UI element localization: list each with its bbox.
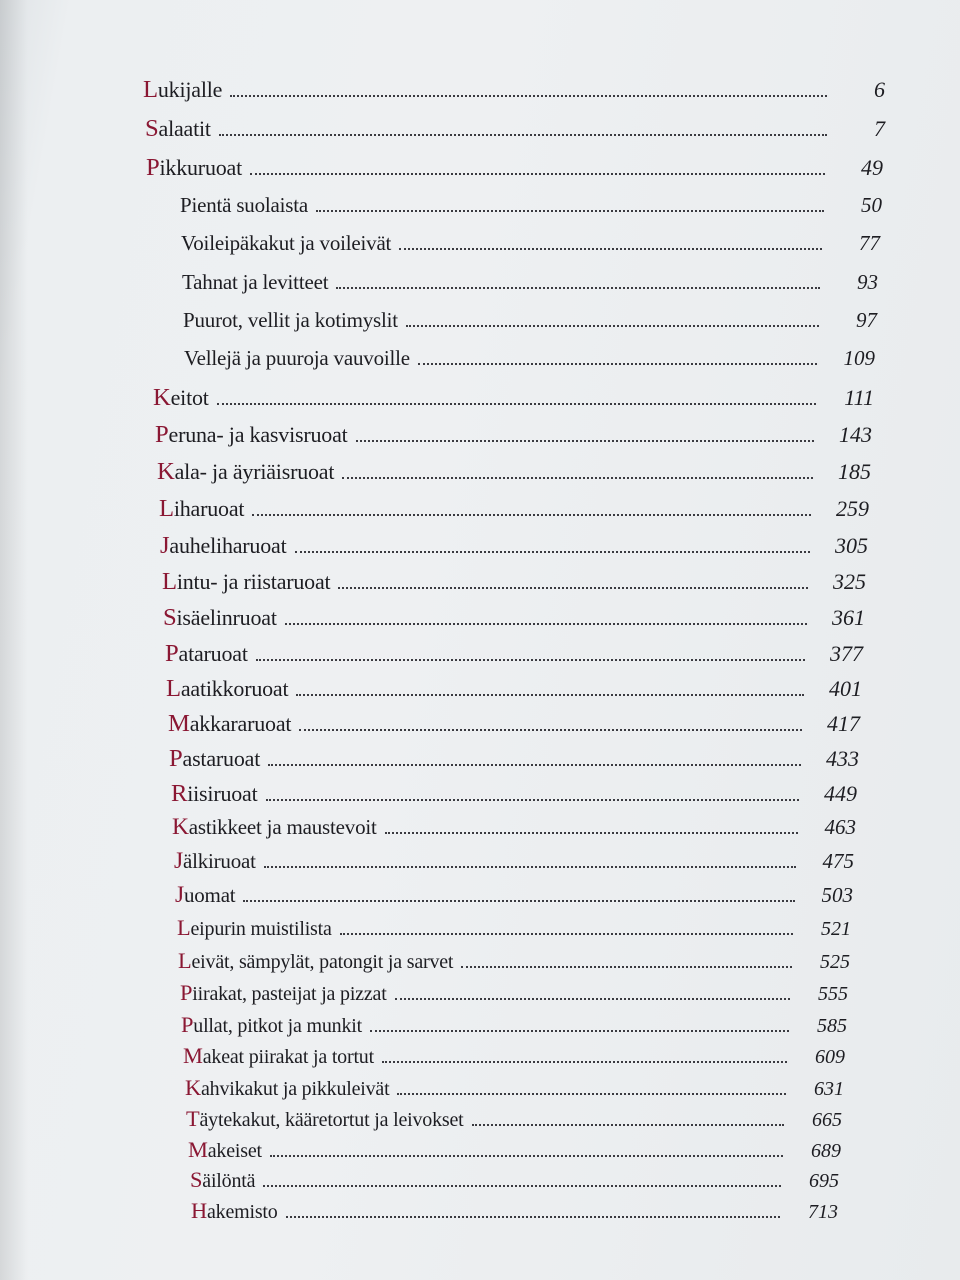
toc-entry-page-number: 525 <box>820 951 850 973</box>
toc-entry-page-number: 665 <box>812 1109 842 1131</box>
toc-entry-page-number: 7 <box>874 116 885 141</box>
toc-entry-title <box>162 568 330 596</box>
dot-leader <box>399 248 822 250</box>
dot-leader <box>285 623 807 625</box>
toc-entry-title <box>163 604 277 632</box>
toc-entry-text: alaatit <box>158 116 211 141</box>
toc-entry <box>186 1106 842 1132</box>
toc-entry-text: äilöntä <box>202 1170 256 1192</box>
toc-entry <box>169 745 859 773</box>
toc-entry-page-number: 433 <box>826 746 859 771</box>
toc-entry-text: ahvikakut ja pikkuleivät <box>200 1078 390 1100</box>
toc-entry-initial: P <box>155 421 169 448</box>
toc-entry <box>175 882 853 909</box>
dot-leader <box>397 1093 786 1095</box>
dot-leader <box>299 729 802 731</box>
toc-entry <box>145 115 885 143</box>
toc-entry-text: Tahnat ja levitteet <box>182 270 329 294</box>
toc-entry-text: isäelinruoat <box>176 605 277 630</box>
toc-entry-page-number: 325 <box>833 569 866 594</box>
toc-entry <box>162 568 866 596</box>
toc-entry-initial: M <box>188 1137 208 1162</box>
toc-entry-title <box>155 421 348 449</box>
toc-entry-initial: T <box>186 1106 200 1131</box>
toc-entry-initial: J <box>174 848 183 874</box>
dot-leader <box>395 998 790 1000</box>
toc-entry-initial: L <box>159 495 174 522</box>
toc-entry <box>178 948 850 974</box>
toc-entry-text: akkararuoat <box>189 711 292 736</box>
toc-entry <box>188 1137 841 1163</box>
toc-entry-title <box>174 848 256 875</box>
dot-leader <box>286 1216 780 1218</box>
toc-entry-text: Voileipäkakut ja voileivät <box>181 231 392 255</box>
toc-entry <box>159 495 869 523</box>
toc-entry-page-number: 417 <box>827 711 860 736</box>
toc-entry <box>157 458 871 486</box>
toc-entry-text: eruna- ja kasvisruoat <box>168 422 348 447</box>
toc-entry-page-number: 185 <box>838 459 871 484</box>
toc-entry <box>181 1012 847 1038</box>
toc-entry <box>163 604 865 632</box>
toc-entry-page-number: 50 <box>861 193 882 217</box>
toc-entry-text: ala- ja äyriäisruoat <box>174 459 335 484</box>
toc-entry <box>182 270 878 295</box>
toc-entry-text: auheliharuoat <box>169 533 287 558</box>
toc-entry <box>191 1198 838 1224</box>
toc-entry-page-number: 449 <box>824 781 857 806</box>
toc-entry-page-number: 77 <box>859 231 880 255</box>
toc-entry-initial: J <box>160 532 170 559</box>
toc-entry-initial: K <box>153 384 171 411</box>
toc-entry-text: ukijalle <box>157 77 223 102</box>
dot-leader <box>296 694 804 696</box>
toc-entry-page-number: 361 <box>832 605 865 630</box>
toc-entry-title <box>172 814 377 841</box>
toc-entry-title <box>169 745 260 773</box>
toc-entry-initial: L <box>162 568 177 595</box>
dot-leader <box>370 1030 789 1032</box>
toc-entry-text: ullat, pitkot ja munkit <box>193 1015 362 1037</box>
toc-entry-text: iisiruoat <box>187 781 258 806</box>
toc-entry-initial: M <box>168 710 190 737</box>
toc-entry-text: eitot <box>170 385 209 410</box>
toc-entry-initial: H <box>191 1198 207 1223</box>
toc-entry-initial: R <box>171 780 188 807</box>
toc-entry-title <box>183 1043 374 1069</box>
toc-entry <box>171 780 857 808</box>
toc-entry <box>180 193 882 218</box>
toc-entry-title <box>191 1198 278 1224</box>
toc-entry <box>168 710 860 738</box>
toc-entry-title <box>178 948 453 974</box>
toc-entry-page-number: 463 <box>824 815 856 839</box>
toc-entry-text: intu- ja riistaruoat <box>176 569 331 594</box>
toc-entry-title <box>160 532 287 560</box>
toc-entry-page-number: 609 <box>815 1046 845 1068</box>
dot-leader <box>406 325 819 327</box>
toc-entry-initial: P <box>181 1012 194 1037</box>
toc-entry <box>183 308 877 333</box>
dot-leader <box>263 1185 781 1187</box>
toc-entry <box>166 675 862 703</box>
toc-entry <box>185 1075 844 1101</box>
dot-leader <box>356 440 814 442</box>
toc-entry-initial: P <box>169 745 183 772</box>
toc-entry-initial: L <box>143 76 158 103</box>
dot-leader <box>230 95 827 97</box>
dot-leader <box>385 832 798 834</box>
toc-entry-page-number: 503 <box>821 883 853 907</box>
toc-entry-page-number: 695 <box>809 1170 839 1192</box>
toc-entry-initial: L <box>177 915 191 940</box>
toc-entry-page-number: 97 <box>856 308 877 332</box>
toc-entry-page-number: 713 <box>808 1201 838 1223</box>
toc-entry-title <box>190 1167 255 1193</box>
toc-entry-initial: K <box>172 814 189 840</box>
toc-entry-page-number: 475 <box>822 849 854 873</box>
toc-entry-text: äytekakut, kääretortut ja leivokset <box>199 1109 464 1131</box>
toc-entry-initial: M <box>183 1043 203 1068</box>
toc-entry-text: eipurin muistilista <box>190 918 332 940</box>
toc-entry-page-number: 111 <box>844 385 874 410</box>
dot-leader <box>256 659 805 661</box>
toc-entry-initial: P <box>146 154 160 181</box>
toc-entry-initial: S <box>163 604 177 631</box>
dot-leader <box>472 1124 785 1126</box>
dot-leader <box>268 764 801 766</box>
dot-leader <box>250 173 825 175</box>
toc-entry-title <box>183 308 398 333</box>
dot-leader <box>219 134 827 136</box>
dot-leader <box>336 287 820 289</box>
toc-entry <box>190 1167 839 1193</box>
dot-leader <box>342 477 813 479</box>
toc-entry-text: Vellejä ja puuroja vauvoille <box>184 346 410 370</box>
toc-entry-text: astikkeet ja maustevoit <box>188 815 377 839</box>
toc-entry-initial: K <box>157 458 175 485</box>
toc-entry-title <box>180 980 387 1006</box>
toc-entry-title <box>146 154 242 182</box>
toc-entry <box>174 848 854 875</box>
toc-entry-text: ikkuruoat <box>159 155 243 180</box>
toc-entry-initial: J <box>175 882 184 908</box>
toc-entry-page-number: 401 <box>829 676 862 701</box>
toc-entry-initial: L <box>178 948 192 973</box>
toc-entry-page-number: 259 <box>836 496 869 521</box>
dot-leader <box>270 1155 783 1157</box>
toc-entry <box>181 231 880 256</box>
toc-entry-text: Puurot, vellit ja kotimyslit <box>183 308 398 332</box>
toc-entry-initial: S <box>145 115 159 142</box>
toc-entry-title <box>181 1012 362 1038</box>
toc-entry <box>153 384 874 412</box>
toc-entry-title <box>188 1137 262 1163</box>
dot-leader <box>264 866 796 868</box>
toc-entry-title <box>181 231 391 256</box>
toc-entry-title <box>180 193 308 218</box>
toc-entry-text: ataruoat <box>178 641 248 666</box>
toc-entry <box>165 640 863 668</box>
toc-entry-title <box>143 76 222 104</box>
toc-entry-title <box>153 384 209 412</box>
toc-entry-title <box>168 710 291 738</box>
toc-entry-page-number: 521 <box>821 918 851 940</box>
dot-leader <box>382 1061 787 1063</box>
toc-entry-title <box>175 882 235 909</box>
toc-entry-text: iharuoat <box>173 496 245 521</box>
toc-entry-initial: S <box>190 1167 203 1192</box>
toc-entry-text: astaruoat <box>182 746 261 771</box>
dot-leader <box>461 966 792 968</box>
toc-entry-page-number: 305 <box>835 533 868 558</box>
toc-entry-page-number: 143 <box>839 422 872 447</box>
dot-leader <box>338 587 808 589</box>
toc-entry <box>177 915 851 941</box>
toc-entry-title <box>171 780 258 808</box>
dot-leader <box>295 551 810 553</box>
toc-entry-title <box>145 115 211 143</box>
toc-entry <box>146 154 883 182</box>
toc-entry-title <box>157 458 334 486</box>
toc-entry-page-number: 377 <box>830 641 863 666</box>
toc-entry-title <box>166 675 288 703</box>
toc-entry-text: eivät, sämpylät, patongit ja sarvet <box>191 951 454 973</box>
toc-entry <box>172 814 856 841</box>
toc-entry <box>160 532 868 560</box>
dot-leader <box>316 210 824 212</box>
toc-entry-text: Pientä suolaista <box>180 193 309 217</box>
dot-leader <box>266 799 799 801</box>
toc-entry-text: iirakat, pasteijat ja pizzat <box>192 983 387 1005</box>
toc-entry-page-number: 93 <box>857 270 878 294</box>
toc-entry-page-number: 585 <box>817 1015 847 1037</box>
toc-entry <box>180 980 848 1006</box>
toc-entry-page-number: 49 <box>861 155 883 180</box>
toc-entry-page-number: 631 <box>814 1078 844 1100</box>
toc-entry-text: uomat <box>183 883 236 907</box>
toc-entry-text: aatikkoruoat <box>180 676 289 701</box>
toc-entry-page-number: 555 <box>818 983 848 1005</box>
toc-entry-page-number: 109 <box>843 346 875 370</box>
toc-entry-text: akeiset <box>207 1140 262 1162</box>
toc-entry-initial: K <box>185 1075 201 1100</box>
toc-entry-initial: P <box>180 980 193 1005</box>
toc-entry-title <box>182 270 328 295</box>
toc-entry-title <box>159 495 244 523</box>
toc-entry <box>184 346 875 371</box>
toc-entry <box>143 76 885 104</box>
toc-entry-page-number: 6 <box>874 77 885 102</box>
toc-entry <box>155 421 872 449</box>
toc-entry-title <box>186 1106 464 1132</box>
toc-entry-title <box>185 1075 389 1101</box>
dot-leader <box>340 933 793 935</box>
dot-leader <box>217 403 816 405</box>
toc-entry-initial: P <box>165 640 179 667</box>
toc-entry-page-number: 689 <box>811 1140 841 1162</box>
toc-entry <box>183 1043 845 1069</box>
toc-entry-title <box>177 915 332 941</box>
toc-entry-title <box>184 346 410 371</box>
toc-entry-title <box>165 640 248 668</box>
dot-leader <box>252 514 811 516</box>
toc-entry-initial: L <box>166 675 181 702</box>
toc-entry-text: älkiruoat <box>182 849 256 873</box>
toc-entry-text: akemisto <box>206 1201 278 1223</box>
toc-entry-text: akeat piirakat ja tortut <box>202 1046 374 1068</box>
dot-leader <box>418 363 817 365</box>
dot-leader <box>243 900 795 902</box>
